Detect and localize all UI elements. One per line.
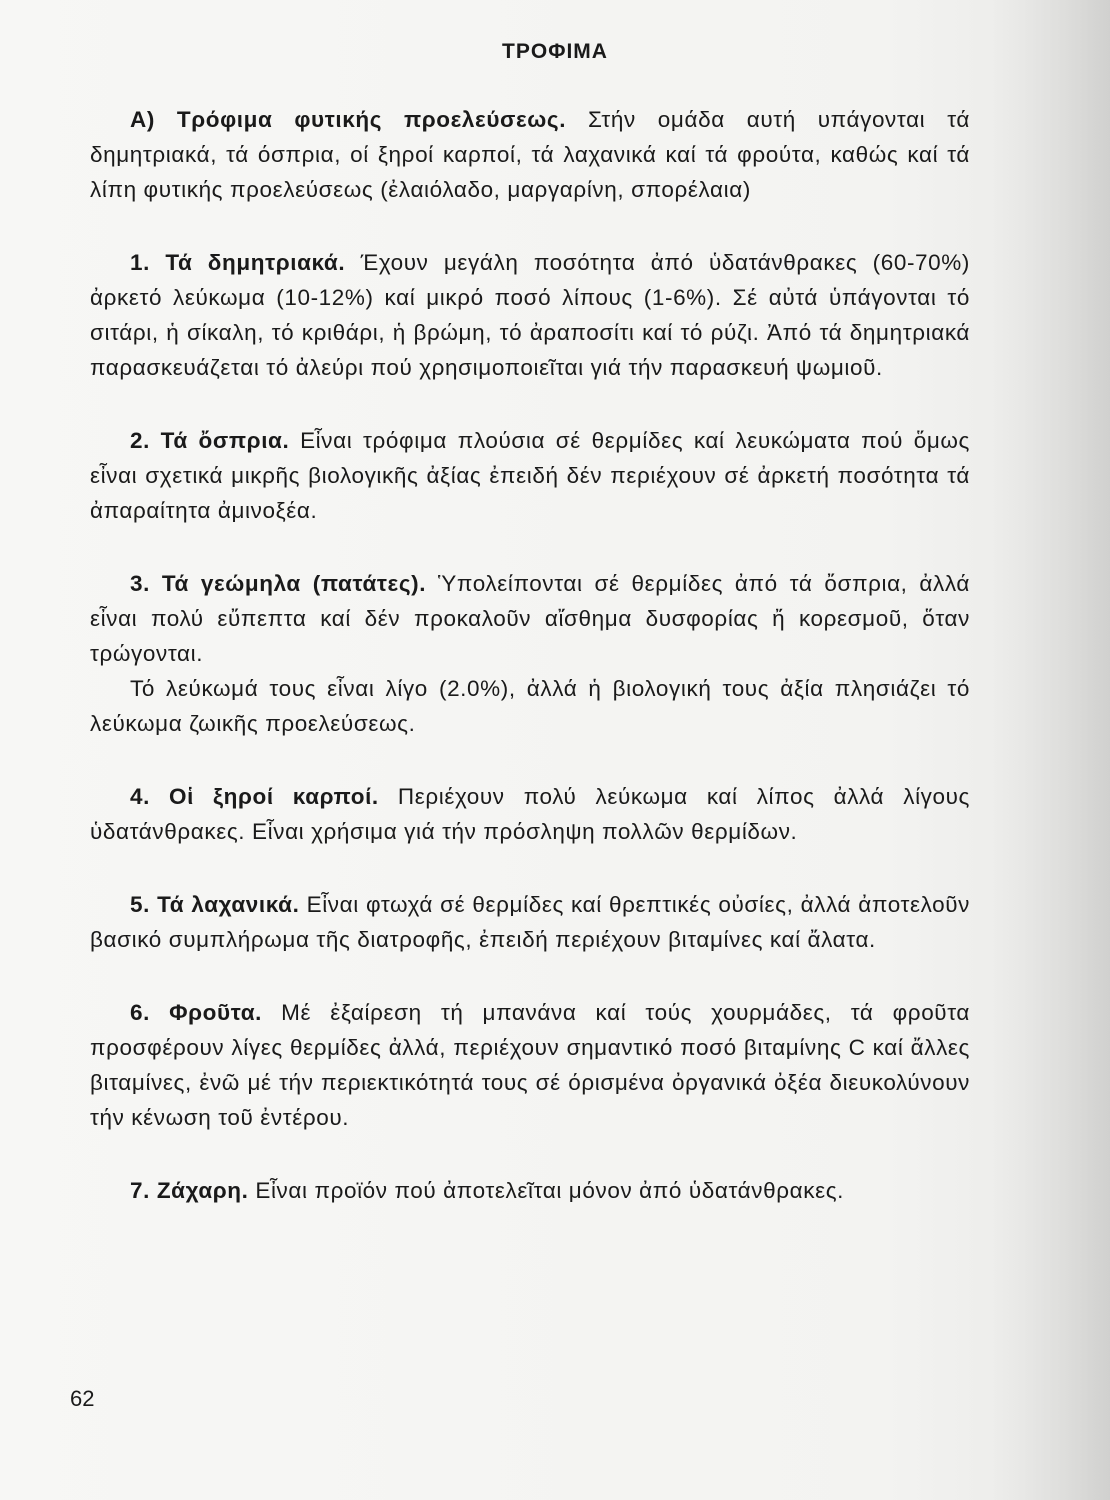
page-binding-shadow: [990, 0, 1110, 1500]
item-text: Περιέχουν πολύ λεύκωμα καί λίπος ἀλλά λίγους ὑδατάνθρακες. Εἶναι χρήσιμα γιά τήν πρόσληψη πολλῶν θερμίδων.: [90, 784, 970, 844]
item-heading: 4. Οἱ ξηροί καρποί.: [130, 784, 379, 809]
item-fruits: [90, 995, 970, 1135]
item-heading: 7. Ζάχαρη.: [130, 1178, 249, 1203]
item-cereals: [90, 245, 970, 385]
item-legumes: [90, 423, 970, 528]
item-text: Μέ ἐξαίρεση τή μπανάνα καί τούς χουρμάδες, τά φροῦτα προσφέρουν λίγες θερμίδες ἀλλά, περιέχουν σημαντικό ποσό βιταμίνης C καί ἄλλες βιταμίνες, ἐνῶ μέ τήν περιεκτικότητά τους σέ όρισμένα ὀργανικά ὀξέα διευκολύνουν τήν κένωση τοῦ ἐντέρου.: [90, 1000, 970, 1130]
item-potatoes: [90, 566, 970, 671]
item-heading: 2. Τά ὄσπρια.: [130, 428, 290, 453]
page-body: [90, 102, 970, 1208]
item-text: Εἶναι τρόφιμα πλούσια σέ θερμίδες καί λευκώματα πού ὅμως εἶναι σχετικά μικρῆς βιολογικῆς ἀξίας ἐπειδή δέν περιέχουν σέ ἀρκετή ποσότητα τά ἀπαραίτητα ἀμινοξέα.: [90, 428, 970, 523]
item-text: Τό λεύκωμά τους εἶναι λίγο (2.0%), ἀλλά ἡ βιολογική τους ἀξία πλησιάζει τό λεύκωμα ζωικῆς προελεύσεως.: [90, 676, 970, 736]
item-heading: 6. Φροῦτα.: [130, 1000, 262, 1025]
section-heading: Α) Τρόφιμα φυτικής προελεύσεως.: [130, 107, 567, 132]
item-text: Εἶναι προϊόν πού ἀποτελεῖται μόνον ἀπό ὑδατάνθρακες.: [248, 1178, 845, 1203]
item-vegetables: [90, 887, 970, 957]
item-heading: 3. Τά γεώμηλα (πατάτες).: [130, 571, 427, 596]
item-text: Ὑπολείπονται σέ θερμίδες ἀπό τά ὄσπρια, ἀλλά εἶναι πολύ εὔπεπτα καί δέν προκαλοῦν αἴσθημα δυσφορίας ἤ κορεσμοῦ, ὅταν τρώγονται.: [90, 571, 970, 666]
section-plant-foods: [90, 102, 970, 207]
item-sugar: [90, 1173, 970, 1208]
page-title: ΤΡΟΦΙΜΑ: [502, 40, 608, 63]
item-nuts: [90, 779, 970, 849]
page-number: 62: [70, 1386, 95, 1411]
section-text: Στήν ομάδα αυτή υπάγονται τά δημητριακά, τά όσπρια, οί ξηροί καρποί, τά λαχανικά καί τά φρούτα, καθώς καί τά λίπη φυτικής προελεύσεως (ἐλαιόλαδο, μαργαρίνη, σπορέλαια): [90, 107, 970, 202]
item-text: Εἶναι φτωχά σέ θερμίδες καί θρεπτικές οὐσίες, ἀλλά ἀποτελοῦν βασικό συμπλήρωμα τῆς διατροφῆς, ἐπειδή περιέχουν βιταμίνες καί ἄλατα.: [90, 892, 970, 952]
item-heading: 1. Τά δημητριακά.: [130, 250, 346, 275]
item-potatoes-continued: [90, 671, 970, 741]
item-text: Έχουν μεγάλη ποσότητα ἀπό ὑδατάνθρακες (60-70%) ἀρκετό λεύκωμα (10-12%) καί μικρό ποσό λίπους (1-6%). Σέ αὐτά ὑπάγονται τό σιτάρι, ἡ σίκαλη, τό κριθάρι, ἡ βρώμη, τό ἀραποσίτι καί τό ρύζι. Ἀπό τά δημητριακά παρασκευάζεται τό ἀλεύρι πού χρησιμοποιεῖται γιά τήν παρασκευή ψωμιοῦ.: [90, 250, 970, 380]
item-heading: 5. Τά λαχανικά.: [130, 892, 300, 917]
